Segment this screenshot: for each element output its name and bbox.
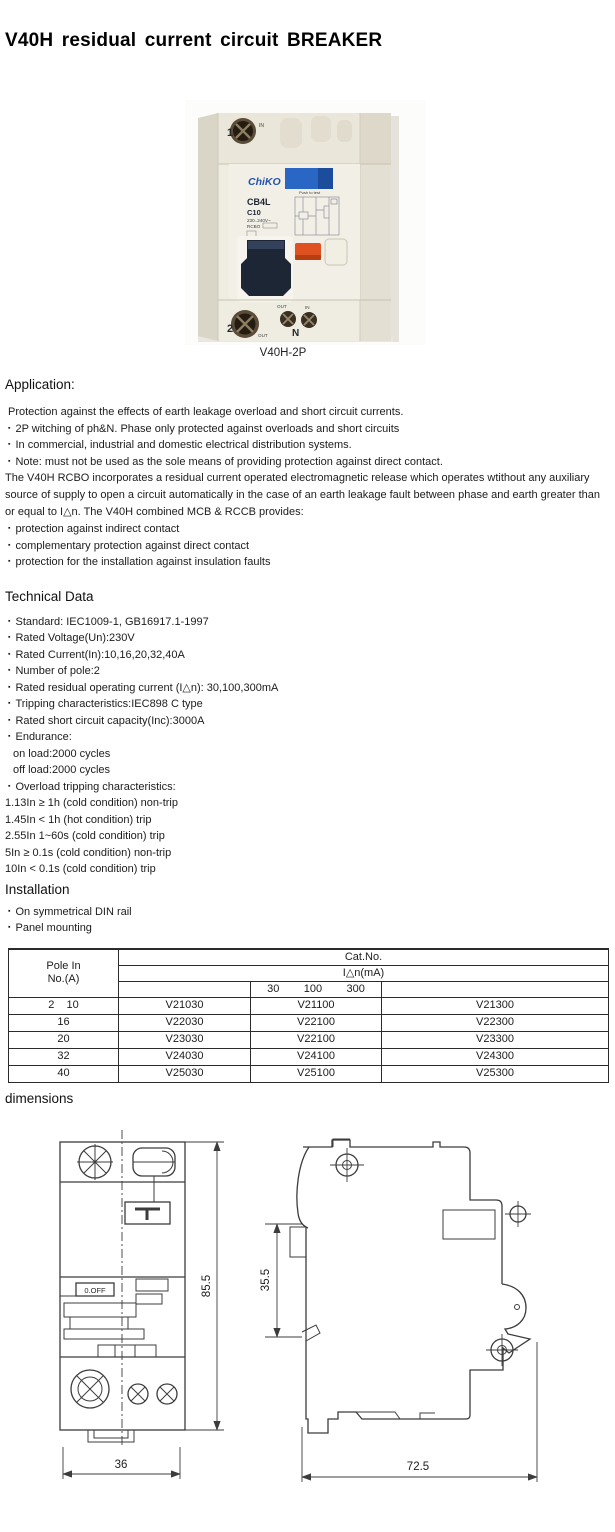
current-300: 300 [346, 982, 365, 995]
technical-item: ▪ Tripping characteristics:IEC898 C type [8, 696, 615, 713]
technical-item: ▪ Rated Voltage(Un):230V [8, 630, 615, 647]
table-row: 2 10 V21030 V21100 V21300 [9, 997, 609, 1014]
front-view-drawing [60, 1130, 302, 1479]
empty-header-cell [119, 981, 251, 997]
pole-header-line2: No.(A) [47, 973, 80, 985]
application-bullet: ▪ protection against indirect contact [8, 521, 615, 538]
voltage-label: 230..240V~ [247, 218, 271, 223]
technical-item: ▪ Rated residual operating current (I△n): 30,100,300mA [8, 680, 615, 697]
current-values-cell [251, 981, 382, 997]
current-100: 100 [303, 982, 323, 995]
in-small-label: IN [305, 305, 310, 310]
technical-item: 10In < 0.1s (cold condition) trip [5, 863, 156, 875]
empty-header-cell [382, 981, 609, 997]
technical-item: ▪ Endurance: [8, 729, 615, 746]
breaker-side-panel [198, 113, 218, 341]
application-intro: Protection against the effects of earth leakage overload and short circuit currents. [8, 406, 404, 418]
technical-item: on load:2000 cycles [13, 747, 111, 760]
application-bullet: ▪ Note: must not be used as the sole means of providing protection against direct contact. [8, 454, 615, 471]
application-paragraph: The V40H RCBO incorporates a residual current operated electromagnetic release which operates wtithout any auxiliary source of supply to open a circuit automatically in the case of an earth leakage fault between phase and earth greater than or equal to I△n. The V40H combined MCB & RCCB provides: [5, 472, 600, 518]
table-row: 40 V25030 V25100 V25300 [9, 1065, 609, 1082]
test-button [325, 239, 347, 265]
dimension-drawings-svg [40, 1117, 560, 1512]
side-view-drawing [290, 1139, 537, 1482]
neutral-label: N [292, 328, 300, 339]
width-dimension-label: 36 [114, 1458, 128, 1471]
application-bullet: ▪ complementary protection against direct contact [8, 538, 615, 555]
datasheet-page [0, 30, 615, 1517]
photo-shadow [391, 116, 399, 342]
installation-heading: Installation [5, 881, 70, 897]
technical-heading: Technical Data [5, 588, 94, 604]
pole1-label: 1 [227, 127, 234, 139]
residual-current-header-cell: I△n(mA) [119, 965, 609, 981]
out-small-label: OUT [277, 304, 287, 309]
rating-label: C10 [247, 208, 261, 217]
catno-header-cell: Cat.No. [119, 949, 609, 966]
height-dimension-label: 85.5 [201, 1274, 213, 1297]
out-bottom-label: OUT [258, 333, 268, 338]
application-heading: Application: [5, 377, 75, 392]
table-row: 32 V24030 V24100 V24300 [9, 1048, 609, 1065]
installation-bullet: ▪ On symmetrical DIN rail [8, 904, 615, 921]
type-label: RCBO [247, 224, 261, 229]
switch-label: 0.OFF [84, 1285, 106, 1295]
product-photo [185, 100, 425, 345]
pole-header-cell [9, 949, 119, 998]
table-row: 20 V23030 V22100 V23300 [9, 1031, 609, 1048]
in-top-label: IN [259, 123, 264, 129]
breaker-photo-illustration [185, 100, 425, 345]
technical-item: 1.13In ≥ 1h (cold condition) non-trip [5, 797, 178, 809]
dimension-drawings [40, 1117, 615, 1517]
technical-item: ▪ Rated Current(In):10,16,20,32,40A [8, 647, 615, 664]
technical-item: ▪ Overload tripping characteristics: [8, 779, 615, 796]
technical-item: 1.45In < 1h (hot condition) trip [5, 813, 152, 826]
current-30: 30 [267, 982, 280, 995]
photo-caption: V40H-2P [259, 347, 307, 359]
pole-header-line1: Pole In [46, 960, 81, 972]
technical-item: ▪ Rated short circuit capacity(Inc):3000A [8, 713, 615, 730]
rail-dimension-label: 35.5 [260, 1268, 272, 1291]
page-title: V40H residual current circuit BREAKER [5, 30, 383, 51]
push-to-test-label: Push to test [299, 190, 321, 195]
technical-item: ▪ Number of pole:2 [8, 663, 615, 680]
pole2-label: 2 [227, 323, 234, 335]
catalog-number-table [8, 948, 609, 1083]
technical-item: 5In ≥ 0.1s (cold condition) non-trip [5, 846, 172, 859]
application-bullet: ▪ protection for the installation against insulation faults [8, 554, 615, 571]
brand-logo: ChiKO [248, 176, 281, 188]
table-row: 16 V22030 V22100 V22300 [9, 1014, 609, 1031]
installation-bullet: ▪ Panel mounting [8, 920, 615, 937]
application-bullet: ▪ In commercial, industrial and domestic electrical distribution systems. [8, 437, 615, 454]
application-bullet: ▪ 2P witching of ph&N. Phase only protected against overloads and short circuits [8, 421, 615, 438]
depth-dimension-label: 72.5 [406, 1460, 430, 1473]
model-label: CB4L [247, 197, 271, 207]
dimensions-heading: dimensions [5, 1090, 74, 1106]
technical-item: 2.55In 1~60s (cold condition) trip [5, 830, 165, 842]
technical-item: off load:2000 cycles [13, 764, 111, 776]
technical-item: ▪ Standard: IEC1009-1, GB16917.1-1997 [8, 614, 615, 631]
